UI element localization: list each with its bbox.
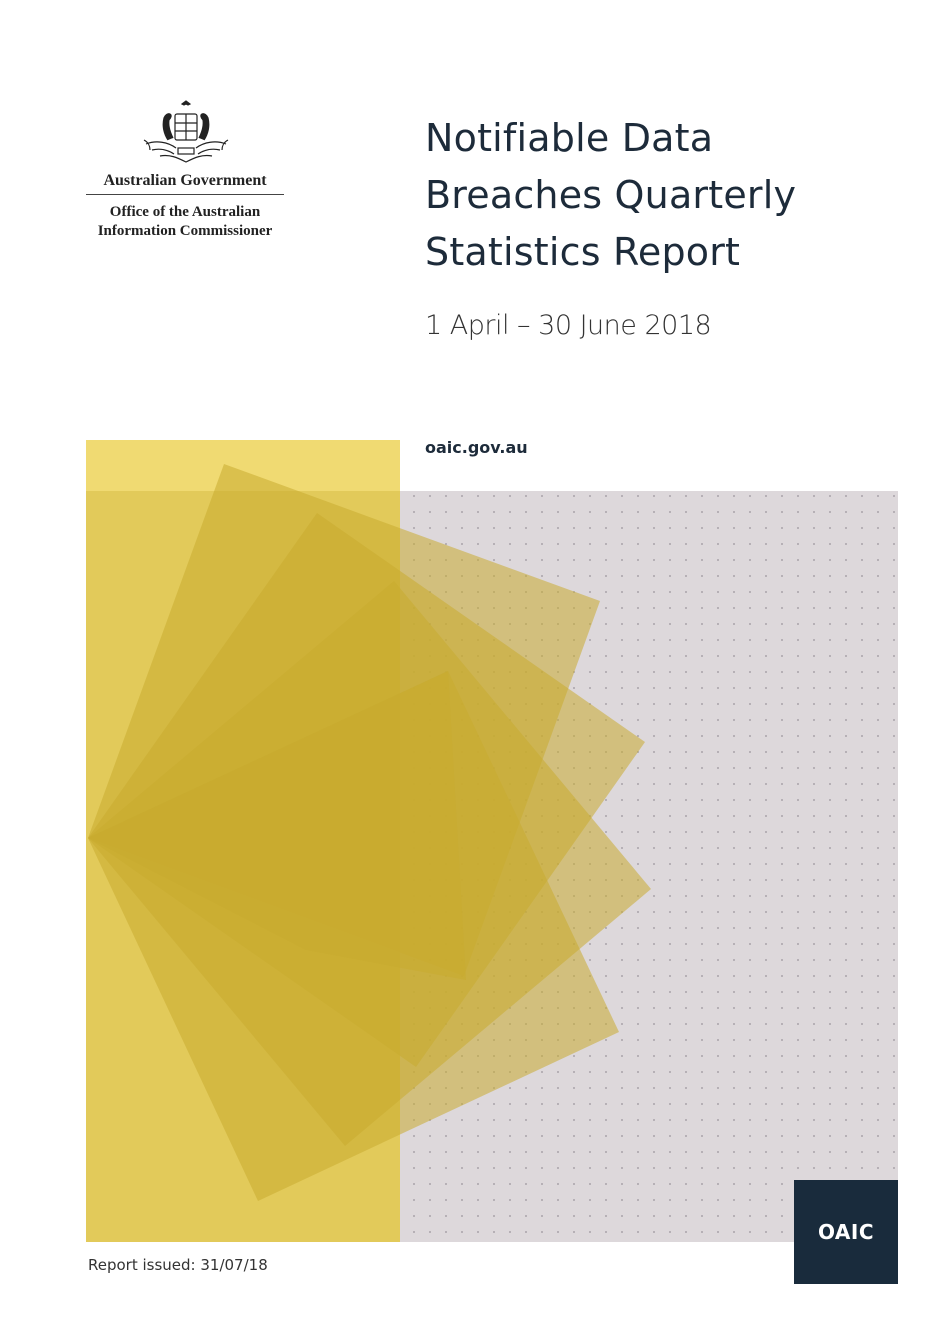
government-name: Australian Government xyxy=(86,172,284,195)
office-name-line2: Information Commissioner xyxy=(97,223,273,239)
report-period: 1 April – 30 June 2018 xyxy=(425,310,712,341)
report-title-line3: Statistics Report xyxy=(425,230,741,274)
office-name-line1: Office of the Australian xyxy=(109,204,261,220)
report-title xyxy=(425,110,865,281)
website-link[interactable]: oaic.gov.au xyxy=(425,438,528,457)
report-issued-date: Report issued: 31/07/18 xyxy=(88,1256,268,1274)
report-title-line2: Breaches Quarterly xyxy=(425,173,797,217)
report-title-line1: Notifiable Data xyxy=(425,116,714,160)
office-name xyxy=(80,203,290,241)
coat-of-arms-icon xyxy=(138,100,234,166)
cover-artwork xyxy=(86,440,898,1242)
oaic-logo: OAIC xyxy=(794,1180,898,1284)
